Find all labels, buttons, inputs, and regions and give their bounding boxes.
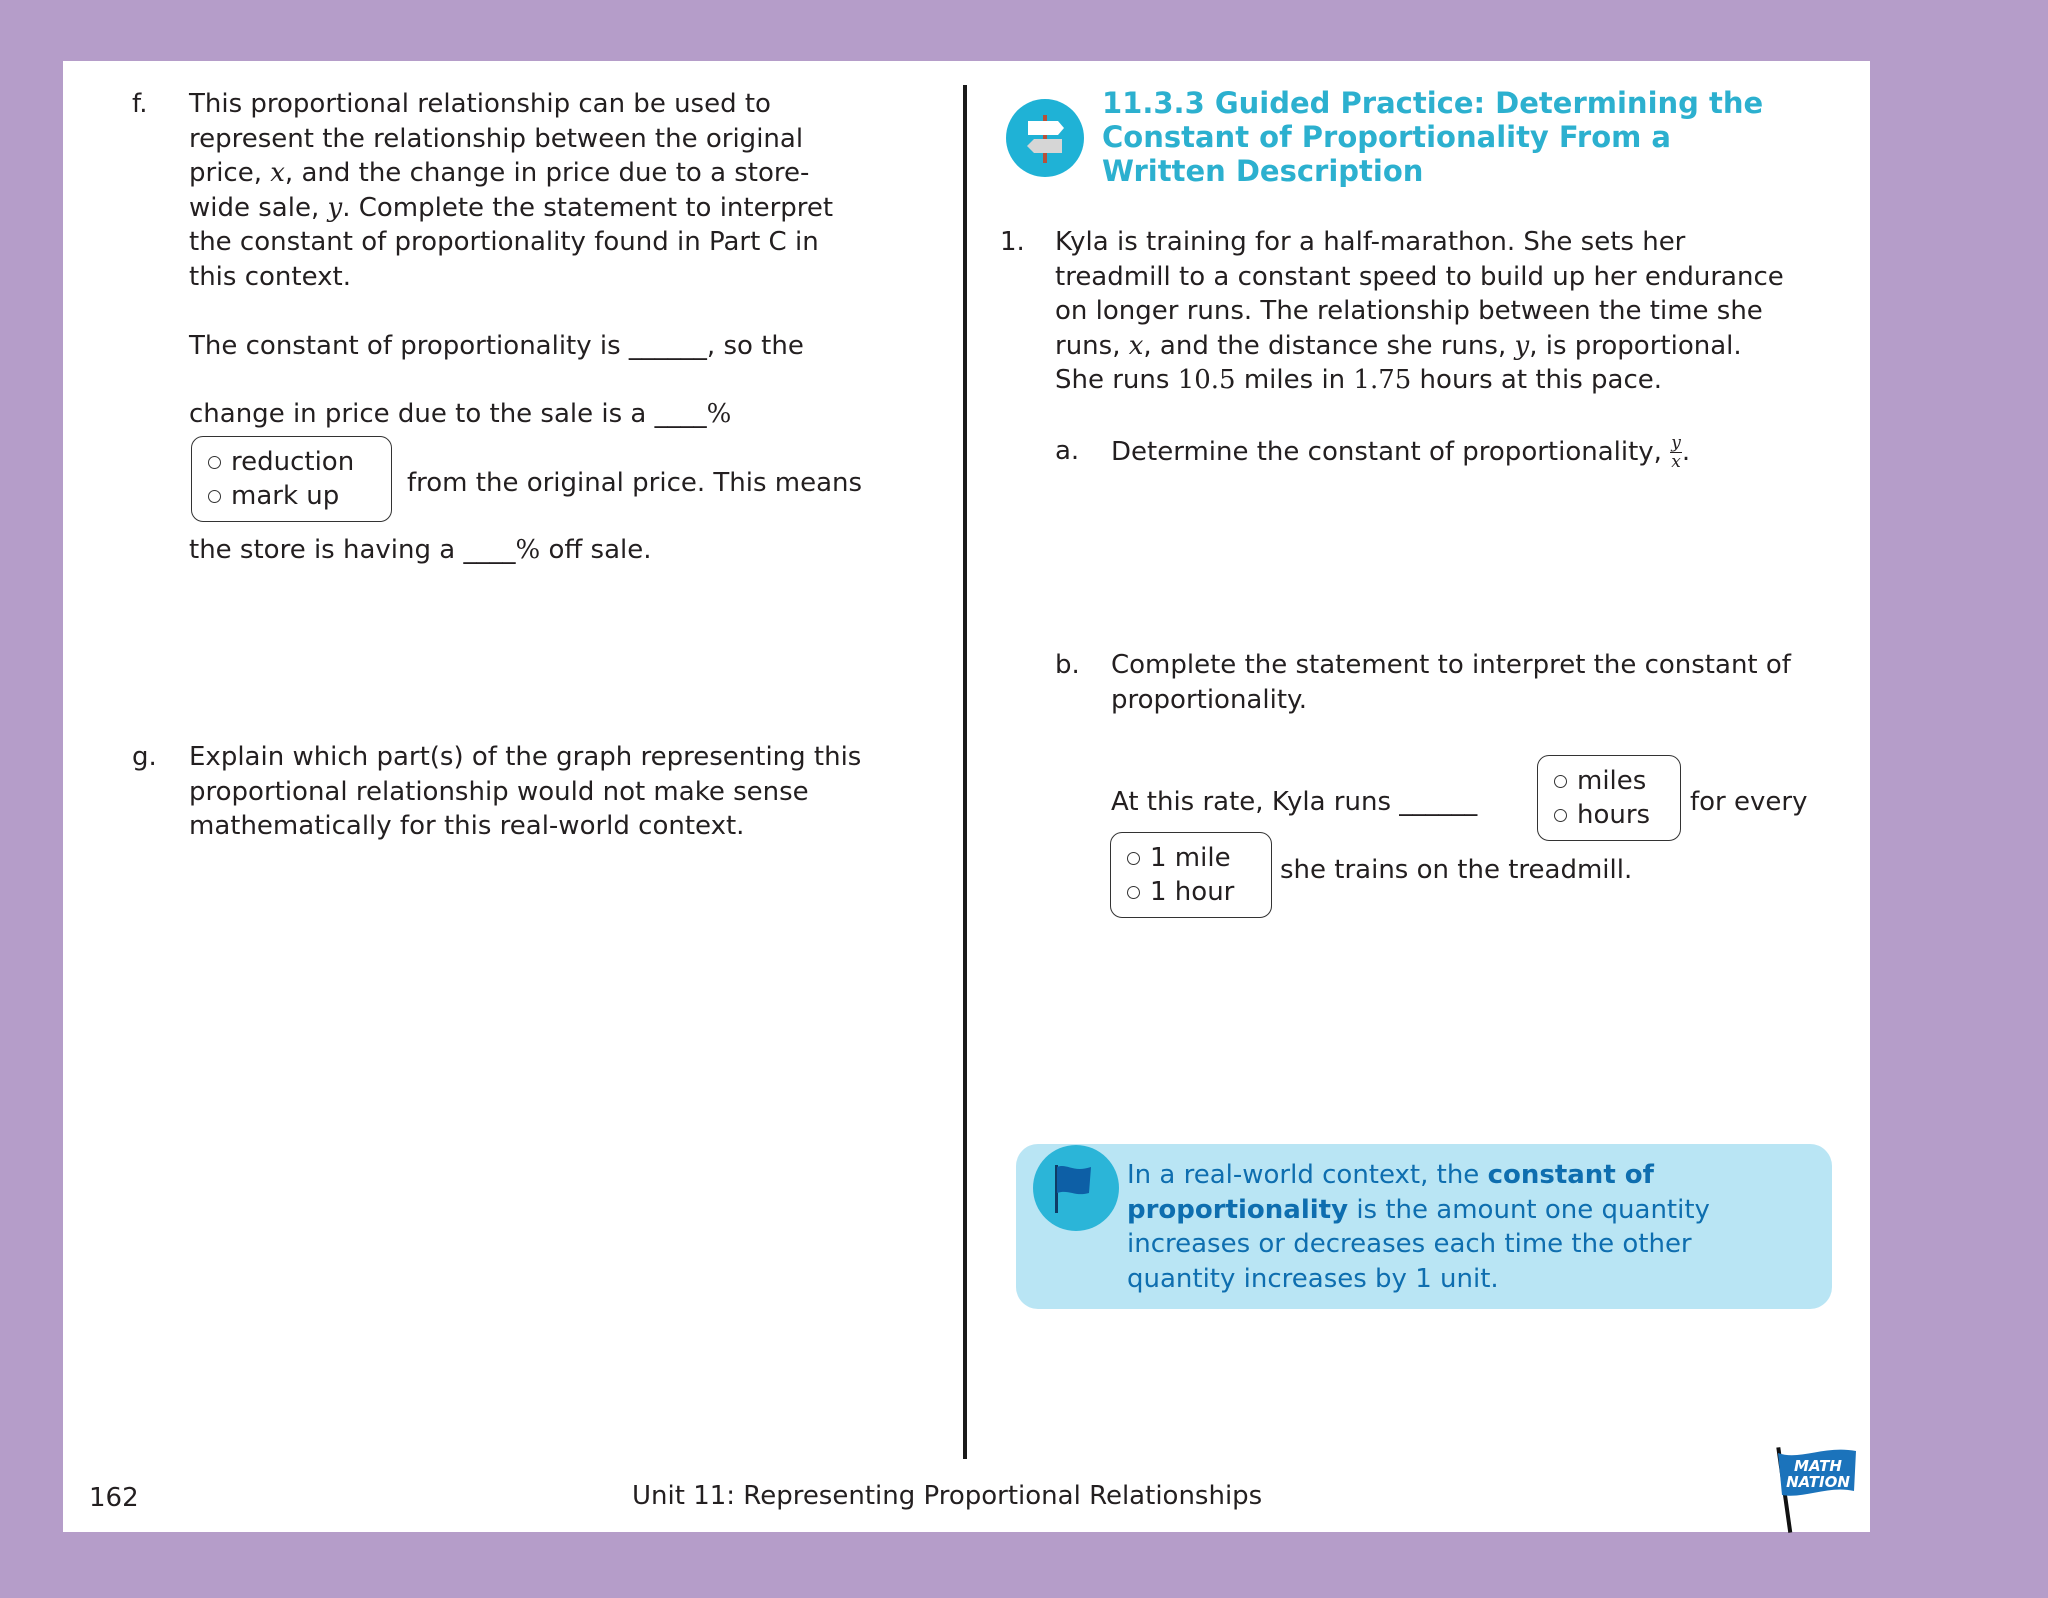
text: the constant of proportionality found in Part C in	[189, 227, 819, 257]
radio-icon[interactable]	[208, 456, 221, 469]
question-1-label: 1.	[1000, 227, 1025, 257]
radio-icon[interactable]	[1127, 886, 1140, 899]
text: . Complete the statement to interpret	[342, 192, 834, 223]
treadmill-text: she trains on the treadmill.	[1280, 855, 1633, 885]
percent-sign: %	[515, 535, 541, 565]
part-b-question: Complete the statement to interpret the constant of proportionality.	[1111, 650, 1791, 715]
fraction-y-over-x: $\frac{y}{x}$	[1671, 433, 1681, 472]
callout-text: In a real-world context, the constant of proportionality is the amount one quantity increases or decreases each time the other quantity increases by 1 unit.	[1127, 1160, 1710, 1294]
text: This proportional relationship can be used to	[189, 89, 771, 119]
svg-text:NATION: NATION	[1786, 1473, 1850, 1491]
distance-value: 10.5	[1177, 365, 1236, 395]
section-title: 11.3.3 Guided Practice: Determining the Constant of Proportionality From a Written Description	[1102, 86, 1764, 188]
option-miles[interactable]: miles	[1554, 764, 1664, 798]
text: price,	[189, 158, 271, 188]
radio-icon[interactable]	[208, 490, 221, 503]
text: wide sale,	[189, 192, 328, 223]
for-every-text: for every	[1690, 787, 1808, 817]
math-nation-logo	[1774, 1443, 1860, 1533]
sale-statement	[189, 533, 652, 568]
original-price-statement: from the original price. This means	[407, 468, 863, 498]
change-statement	[189, 397, 731, 432]
variable-x: x	[270, 158, 285, 188]
unit-title: Unit 11: Representing Proportional Relationships	[632, 1481, 1263, 1511]
variable-y: y	[327, 192, 343, 223]
option-hours[interactable]: hours	[1554, 798, 1664, 832]
part-f-question	[189, 87, 833, 294]
variable-x: x	[1128, 330, 1144, 361]
part-f-label: f.	[132, 89, 148, 119]
unit-choice[interactable]	[1110, 832, 1272, 918]
question-1-text: Kyla is training for a half-marathon. She sets her treadmill to a constant speed to build up her endurance on longer runs. The relationship between the time she runs, x, and the distance she runs, y, is proportional. She runs 10.5 miles in 1.75 hours at this pace.	[1055, 227, 1784, 395]
variable-y: y	[1514, 330, 1530, 361]
text: , and the change in price due to a store-	[284, 158, 810, 188]
option-mark-up[interactable]: mark up	[208, 479, 375, 513]
part-g-label: g.	[132, 742, 157, 772]
reduction-markup-choice[interactable]	[191, 436, 392, 522]
rate-statement: At this rate, Kyla runs ______	[1111, 787, 1478, 817]
option-1-hour[interactable]: 1 hour	[1127, 875, 1255, 909]
radio-icon[interactable]	[1554, 809, 1567, 822]
text: mathematically for this real-world context.	[189, 811, 745, 841]
text: the store is having a ____	[189, 535, 516, 565]
signpost-icon	[1006, 99, 1084, 177]
time-value: 1.75	[1353, 365, 1412, 395]
text: off sale.	[540, 535, 652, 565]
text: represent the relationship between the original	[189, 123, 804, 154]
page-number: 162	[89, 1483, 139, 1513]
text: change in price due to the sale is a ____	[189, 399, 707, 429]
column-divider	[963, 85, 967, 1459]
part-a-label: a.	[1055, 436, 1080, 466]
part-a-question: Determine the constant of proportionality, $\frac{y}{x}$ .	[1111, 433, 1691, 472]
text: Explain which part(s) of the graph representing this	[189, 742, 862, 772]
option-1-mile[interactable]: 1 mile	[1127, 841, 1255, 875]
miles-hours-choice[interactable]	[1537, 755, 1681, 841]
part-g-question	[189, 740, 861, 844]
svg-text:MATH: MATH	[1794, 1457, 1842, 1475]
text: proportional relationship would not make sense	[189, 776, 809, 807]
percent-sign: %	[706, 399, 732, 429]
option-reduction[interactable]: reduction	[208, 445, 375, 479]
text: this context.	[189, 261, 351, 292]
flag-icon	[1033, 1145, 1119, 1231]
radio-icon[interactable]	[1127, 852, 1140, 865]
part-b-label: b.	[1055, 650, 1080, 680]
constant-statement: The constant of proportionality is ______, so the	[189, 331, 804, 361]
radio-icon[interactable]	[1554, 775, 1567, 788]
